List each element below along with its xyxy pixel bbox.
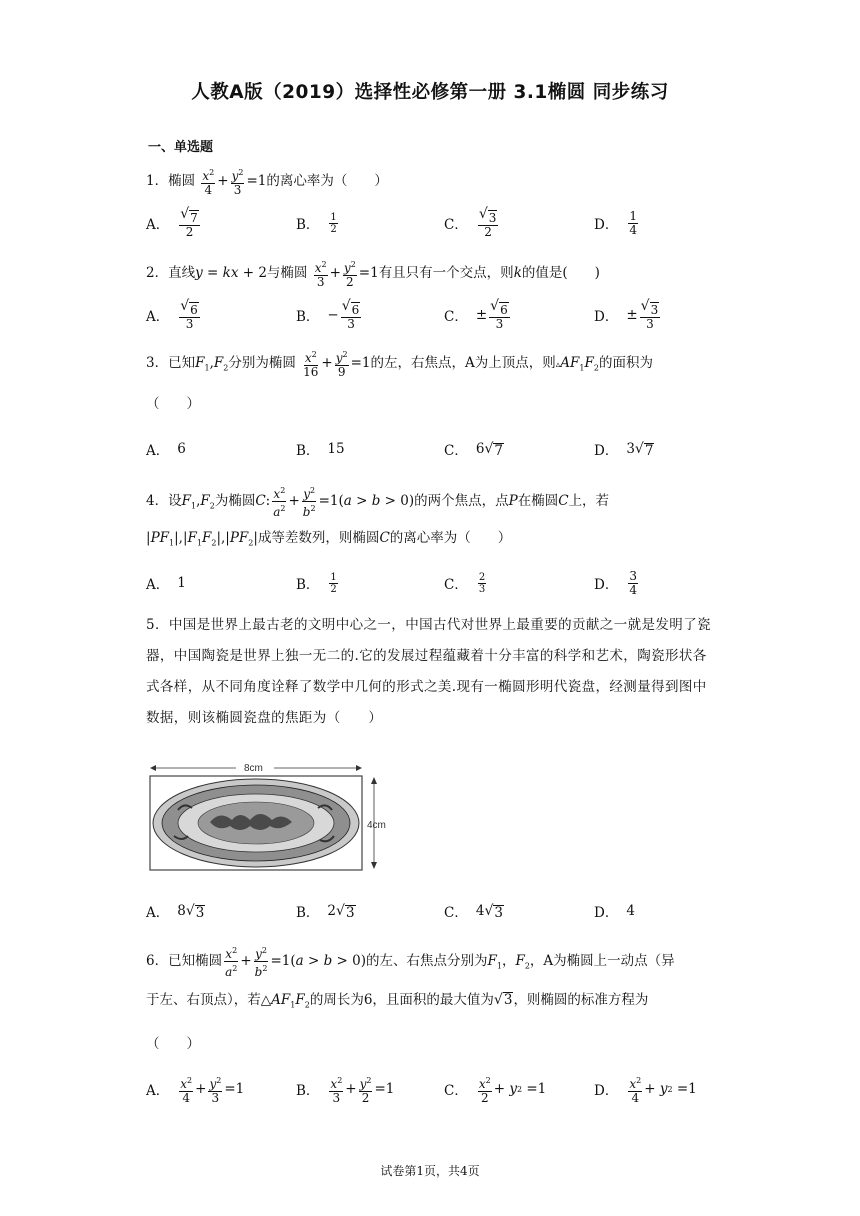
option-c[interactable]: C． $\frac{2}{3}$ <box>444 571 486 595</box>
page-title: 人教A版（2019）选择性必修第一册 3.1椭圆 同步练习 <box>191 82 669 103</box>
height-label: 4cm <box>367 820 386 831</box>
question-3: 3．已知$F_1,F_2$分别为椭圆 $\frac{x^2}{16}$ + $\frac{y^2}{9}$ =1的左，右焦点，A为上顶点，则$▵AF_1F_2$的面积为 <box>146 350 653 379</box>
question-text: 的离心率为（ ） <box>266 173 388 189</box>
question-6: 6．已知椭圆 $\frac{x^2}{a^2}$ + $\frac{y^2}{b^2}$ =1(a > b > 0)的左、右焦点分别为$F_1$，$F_2$，A为椭圆上一动点（异 <box>146 946 675 979</box>
option-a[interactable]: A． √ 6 3 <box>146 297 198 331</box>
option-d[interactable]: D． $\frac{x^2}{4}$ + y 2 =1 <box>594 1075 697 1105</box>
porcelain-plate-figure <box>148 760 393 880</box>
option-a[interactable]: A． 1 <box>146 575 186 593</box>
option-a[interactable]: A． √ 7 2 <box>146 205 198 239</box>
option-b[interactable]: B． − √ 6 3 <box>296 297 360 331</box>
question-5: 5．中国是世界上最古老的文明中心之一，中国古代对世界上最重要的贡献之一就是发明了瓷器，中国陶瓷是世界上独一无二的.它的发展过程蕴藏着十分丰富的科学和艺术，陶瓷形状各式各样，从不同角度诠释了数学中几何的形式之美.现有一椭圆形明代瓷盘，经测量得到图中数据，则该椭圆瓷盘的焦距为（ ） <box>146 617 711 726</box>
option-b[interactable]: B． $\frac{x^2}{3}$ + $\frac{y^2}{2}$ =1 <box>296 1075 395 1105</box>
question-4-line2: $|PF_1|,|F_1F_2|,|PF_2|$成等差数列，则椭圆C的离心率为（ ） <box>146 530 512 548</box>
question-6-line2: 于左、右顶点），若$\triangle AF_1F_2$的周长为6，且面积的最大值为 √ 3 ，则椭圆的标准方程为 <box>146 992 649 1010</box>
options-q3 <box>146 432 706 466</box>
math-fraction: $\frac{x^2}{4}$ <box>202 168 215 197</box>
option-a[interactable]: A． $\frac{x^2}{4}$ + $\frac{y^2}{3}$ =1 <box>146 1075 245 1105</box>
section-heading: 一、单选题 <box>148 140 214 155</box>
options-q4 <box>146 566 706 600</box>
question-4: 4．设$F_1,F_2$为椭圆C: $\frac{x^2}{a^2}$ + $\frac{y^2}{b^2}$ =1(a > b > 0)的两个焦点，点P在椭圆C上，若 <box>146 486 610 519</box>
option-b[interactable]: B． 15 <box>296 441 345 459</box>
option-c[interactable]: C． $\frac{x^2}{2}$ + y 2 =1 <box>444 1075 547 1105</box>
option-c[interactable]: C． √ 3 2 <box>444 205 497 239</box>
option-b[interactable]: B． $\frac{1}{2}$ <box>296 571 337 595</box>
question-number: 1． <box>146 173 169 189</box>
option-b[interactable]: B． $\frac{1}{2}$ <box>296 211 337 235</box>
option-c[interactable]: C． 4 √ 3 <box>444 902 503 921</box>
option-a[interactable]: A． 8 √ 3 <box>146 902 205 921</box>
answer-blank: （ ） <box>146 1036 200 1052</box>
options-q6 <box>146 1072 706 1106</box>
ellipse-plate-image <box>148 760 393 880</box>
option-d[interactable]: D． 4 <box>594 903 635 921</box>
options-q5 <box>146 894 706 928</box>
math-fraction: $\frac{y^2}{3}$ <box>231 168 244 197</box>
page-footer: 试卷第1页，共4页 <box>380 1164 480 1178</box>
width-label: 8cm <box>244 763 263 774</box>
option-d[interactable]: D． $\frac{3}{4}$ <box>594 568 637 597</box>
option-c[interactable]: C． ± √ 6 3 <box>444 297 508 331</box>
option-d[interactable]: D． ± √ 3 3 <box>594 297 659 331</box>
question-1: 1．椭圆 $\frac{x^2}{4}$ + $\frac{y^2}{3}$ =1的离心率为（ ） <box>146 168 388 197</box>
option-d[interactable]: D． $\frac{1}{4}$ <box>594 208 637 237</box>
option-a[interactable]: A． 6 <box>146 441 186 459</box>
option-b[interactable]: B． 2 √ 3 <box>296 902 355 921</box>
question-2: 2．直线y = kx + 2与椭圆 $\frac{x^2}{3}$ + $\frac{y^2}{2}$ =1有且只有一个交点，则k的值是( ) <box>146 260 600 289</box>
options-q1 <box>146 206 706 240</box>
question-text: 椭圆 <box>168 173 196 189</box>
option-c[interactable]: C． 6 √ 7 <box>444 440 503 459</box>
options-q2 <box>146 298 706 332</box>
answer-blank: （ ） <box>146 396 200 412</box>
option-d[interactable]: D． 3 √ 7 <box>594 440 654 459</box>
